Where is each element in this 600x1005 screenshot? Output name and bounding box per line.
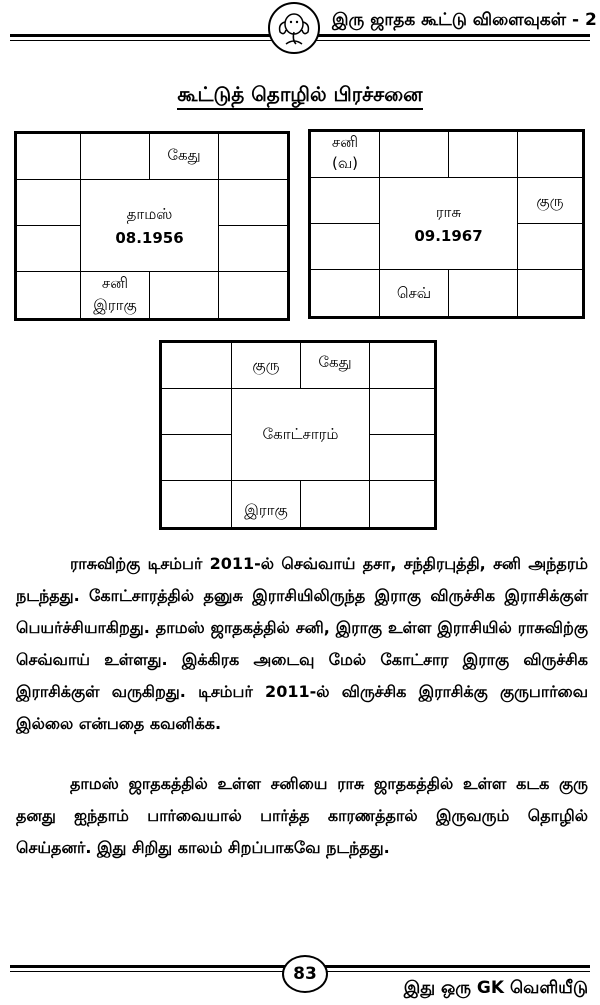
chart2-planet-retro: (வ) — [331, 154, 359, 172]
chart3-title: கோட்சாரம் — [262, 424, 339, 443]
chart2-planet-sani: சனி — [331, 133, 359, 151]
chart3-house — [369, 480, 435, 528]
section-title — [0, 82, 600, 109]
chart3-house — [161, 434, 232, 481]
chart2-house — [517, 269, 583, 317]
chart3-center — [231, 388, 370, 481]
chart1-native-name: தாமஸ் — [126, 204, 173, 223]
body-paragraph-2 — [16, 768, 588, 864]
chart1-birth-date: 08.1956 — [115, 228, 184, 247]
chart1-house — [16, 133, 81, 180]
chart3-planet-raghu: இராகு — [244, 501, 288, 519]
page-number: 83 — [282, 955, 328, 993]
chart2-house — [517, 223, 583, 270]
chart1-house — [80, 133, 150, 180]
chart1-planet-ketu: கேது — [167, 146, 201, 164]
publisher-footer: இது ஒரு GK வெளியீடு — [403, 978, 588, 998]
chart2-house — [448, 269, 518, 317]
chart2-house — [517, 131, 583, 178]
ganesha-logo-icon — [268, 2, 320, 54]
chart2-planet-guru: குரு — [536, 192, 564, 210]
chart2-house — [379, 131, 449, 178]
chart1-house — [218, 133, 288, 180]
horoscope-chart-thomas — [14, 131, 290, 321]
section-title-text: கூட்டுத் தொழில் பிரச்சனை — [177, 82, 422, 110]
chart2-house — [448, 131, 518, 178]
running-header-title: இரு ஜாதக கூட்டு விளைவுகள் - 2 — [332, 10, 597, 30]
chart1-house — [16, 179, 81, 226]
chart2-center — [379, 177, 518, 270]
chart2-house — [310, 223, 380, 270]
chart1-house — [218, 271, 288, 319]
paragraph-1-text: ராசுவிற்கு டிசம்பர் 2011-ல் செவ்வாய் தசா, சந்திரபுத்தி, சனி அந்தரம் நடந்தது. கோட்சாரத்தில் தனுசு இராசியிலிருந்த இராகு விருச்சிக இராசிக்குள் பெயர்ச்சியாகிறது. தாமஸ் ஜாதகத்தில் சனி, இராகு உள்ள இராசியில் ராசுவிற்கு செவ்வாய் உள்ளது. இக்கிரக அடைவு மேல் கோட்சார இராகு விருச்சிக இராசிக்குள் வருகிறது. டிசம்பர் 2011-ல் விருச்சிக இராசிக்கு குருபார்வை இல்லை என்பதை கவனிக்க. — [16, 554, 588, 733]
chart3-house — [161, 342, 232, 389]
chart3-planet-ketu: கேது — [318, 353, 352, 371]
chart1-planet-sani: சனி — [101, 274, 129, 292]
horoscope-chart-transit — [159, 340, 437, 530]
chart2-house — [310, 269, 380, 317]
chart3-house — [369, 434, 435, 481]
chart3-planet-guru: குரு — [252, 356, 280, 374]
chart2-planet-sevvai: செவ் — [396, 284, 432, 302]
chart3-house — [161, 388, 232, 435]
chart3-house — [369, 342, 435, 389]
chart2-house — [310, 177, 380, 224]
chart1-house — [16, 225, 81, 272]
chart3-house — [161, 480, 232, 528]
chart1-house — [218, 225, 288, 272]
body-paragraph-1 — [16, 548, 588, 740]
chart2-birth-date: 09.1967 — [414, 226, 483, 245]
chart1-house — [16, 271, 81, 319]
chart1-house — [218, 179, 288, 226]
chart2-native-name: ராசு — [435, 202, 462, 221]
chart3-house — [369, 388, 435, 435]
chart1-house — [149, 271, 219, 319]
horoscope-chart-rasu — [308, 129, 585, 319]
chart3-house — [300, 480, 370, 528]
chart1-planet-raghu: இராகு — [93, 296, 137, 314]
chart1-center — [80, 179, 219, 272]
paragraph-2-text: தாமஸ் ஜாதகத்தில் உள்ள சனியை ராசு ஜாதகத்தில் உள்ள கடக குரு தனது ஐந்தாம் பார்வையால் பார்த்த காரணத்தால் இருவரும் தொழில் செய்தனர். இது சிறிது காலம் சிறப்பாகவே நடந்தது. — [16, 774, 588, 857]
